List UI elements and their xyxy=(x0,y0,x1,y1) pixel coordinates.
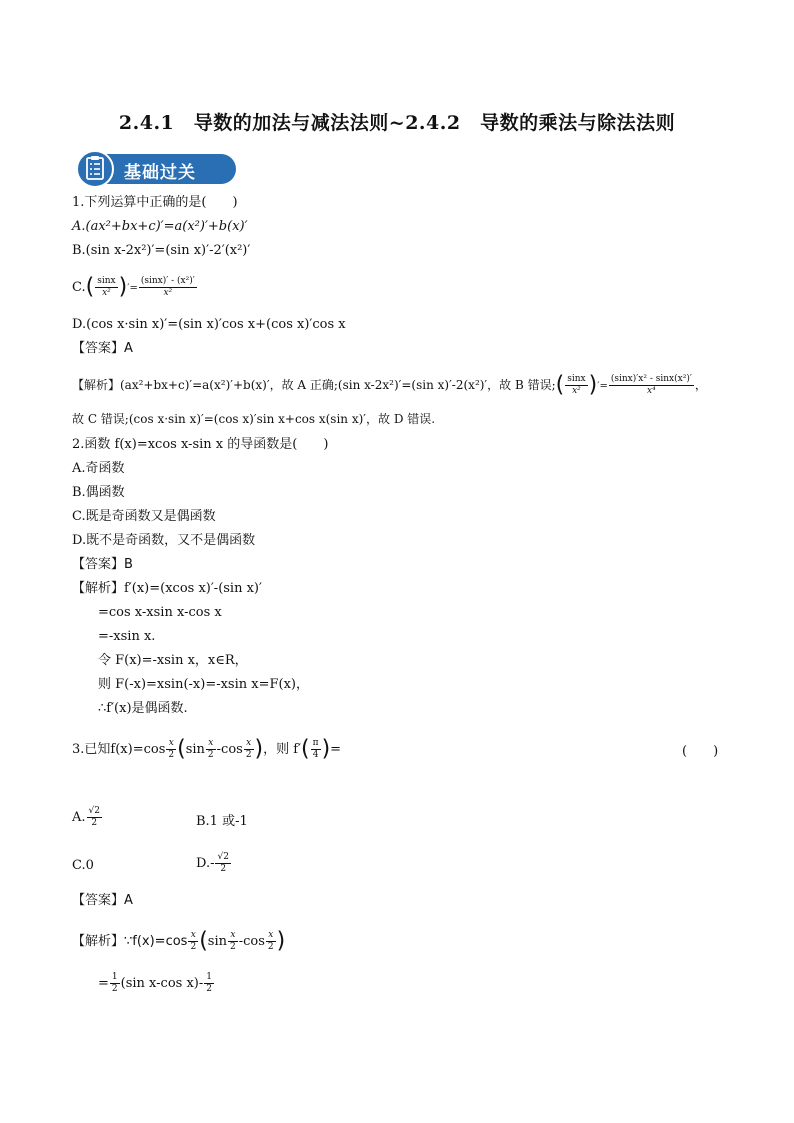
frac-num: sinx xyxy=(97,276,116,286)
q3-answer-bracket: ( ) xyxy=(682,744,719,759)
q2-analysis-5: 则 F(-x)=xsin(-x)=-xsin x=F(x)， xyxy=(98,677,309,692)
q3-an-frac-2 xyxy=(228,930,238,953)
frac-den: 2 xyxy=(245,750,252,760)
q3-stem-5: = xyxy=(330,742,342,757)
q3-option-a xyxy=(72,806,103,829)
q3-analysis-4: = xyxy=(98,976,109,991)
q1-analysis-2: 故 C 错误;(cos x·sin x)′=(cos x)′sin x+cos x(sin x)′，故 D 错误. xyxy=(72,412,436,426)
q3-option-b: B.1 或-1 xyxy=(196,814,248,829)
section-banner xyxy=(76,150,236,186)
q2-answer: 【答案】B xyxy=(72,557,133,572)
frac-num: x xyxy=(266,930,276,942)
q2-option-c: C.既是奇函数又是偶函数 xyxy=(72,509,216,524)
q1-option-a: A.(ax²+bx+c)′=a(x²)′+b(x)′ xyxy=(72,219,248,234)
q2-analysis-3: =-xsin x. xyxy=(98,629,156,644)
paren-left: ( xyxy=(555,372,565,398)
q3-stem-1: 3.已知f(x)=cos xyxy=(72,742,166,757)
q1-analysis-frac-left xyxy=(565,374,587,397)
q1-option-c xyxy=(72,276,198,299)
frac-num: x xyxy=(188,930,198,942)
frac-num: (sinx)′ - (x²)′ xyxy=(140,276,195,286)
q1-c-left-frac xyxy=(95,276,117,299)
q1-c-mid: ′= xyxy=(127,283,138,294)
section-title: 基础过关 xyxy=(124,163,196,183)
q2-analysis-2: =cos x-xsin x-cos x xyxy=(98,605,222,620)
frac-den: 2 xyxy=(190,942,197,952)
q3-stem-4: ，则 f′ xyxy=(263,742,302,757)
q3-frac-2 xyxy=(206,738,216,761)
q1-analysis-mid: ′= xyxy=(597,381,608,392)
frac-num: π xyxy=(312,738,319,748)
frac-den: 2 xyxy=(220,864,227,874)
paren-right: ) xyxy=(276,928,286,954)
paren-left: ( xyxy=(177,736,186,762)
q2-analysis-1: 【解析】f′(x)=(xcos x)′-(sin x)′ xyxy=(72,581,262,596)
frac-num: 1 xyxy=(111,972,118,982)
q1-c-right-frac xyxy=(139,276,197,299)
q3-option-c: C.0 xyxy=(72,858,94,873)
frac-num: (sinx)′x² - sinx(x²)′ xyxy=(610,374,692,384)
q3-option-d xyxy=(196,852,232,875)
q1-c-prefix: C. xyxy=(72,280,86,295)
q2-analysis-4: 令 F(x)=-xsin x，x∈R， xyxy=(98,653,248,668)
q3-stem-2: sin xyxy=(185,742,205,757)
q1-analysis-1 xyxy=(72,374,707,397)
frac-den: x² xyxy=(572,386,581,396)
q3-frac-3 xyxy=(244,738,254,761)
frac-den: 2 xyxy=(229,942,236,952)
q3-stem-3: -cos xyxy=(216,742,243,757)
paren-left: ( xyxy=(301,736,310,762)
q3-analysis-3: -cos xyxy=(238,934,265,949)
paren-right: ) xyxy=(118,274,128,300)
q1-analysis-comma: ， xyxy=(694,378,707,392)
frac-den: 2 xyxy=(168,750,175,760)
q3-frac-1 xyxy=(166,738,176,761)
q2-option-d: D.既不是奇函数，又不是偶函数 xyxy=(72,533,256,548)
q2-stem: 2.函数 f(x)=xcos x-sin x 的导函数是( ) xyxy=(72,437,329,452)
frac-den: 4 xyxy=(312,750,319,760)
q3-analysis-1 xyxy=(72,930,285,953)
q3-a-frac xyxy=(87,806,102,829)
q1-option-b: B.(sin x-2x²)′=(sin x)′-2′(x²)′ xyxy=(72,243,251,258)
q3-analysis-line-2 xyxy=(98,972,215,995)
q2-option-a: A.奇函数 xyxy=(72,461,125,476)
q1-option-d: D.(cos x·sin x)′=(sin x)′cos x+(cos x)′cos x xyxy=(72,317,346,332)
q3-an-frac-3 xyxy=(266,930,276,953)
paren-left: ( xyxy=(199,928,208,954)
q3-an-frac-5 xyxy=(204,972,214,995)
paren-left: ( xyxy=(85,274,95,300)
q3-analysis-5: (sin x-cos x)- xyxy=(120,976,204,991)
q3-analysis-2: sin xyxy=(207,934,227,949)
frac-num: x xyxy=(244,738,254,750)
q3-an-frac-1 xyxy=(188,930,198,953)
frac-den: 2 xyxy=(91,818,98,828)
frac-den: 2 xyxy=(111,984,118,994)
frac-num: x xyxy=(166,738,176,750)
q1-stem: 1.下列运算中正确的是( ) xyxy=(72,195,238,210)
q2-analysis-6: ∴f′(x)是偶函数. xyxy=(98,701,188,716)
q3-a-prefix: A. xyxy=(72,810,86,825)
q3-frac-4 xyxy=(311,738,321,761)
frac-num: √2 xyxy=(88,806,100,816)
q3-d-prefix: D.- xyxy=(196,856,215,871)
frac-num: sinx xyxy=(567,374,586,384)
paren-right: ) xyxy=(588,372,598,398)
q3-d-frac xyxy=(215,852,230,875)
q1-answer: 【答案】A xyxy=(72,341,133,356)
frac-num: x xyxy=(206,738,216,750)
paren-right: ) xyxy=(254,736,264,762)
page-title: 2.4.1 导数的加法与减法法则~2.4.2 导数的乘法与除法法则 xyxy=(118,112,676,134)
frac-den: 2 xyxy=(206,984,212,994)
q1-analysis-frac-right xyxy=(609,374,694,397)
q3-an-frac-4 xyxy=(110,972,120,995)
frac-den: 2 xyxy=(267,942,274,952)
q2-option-b: B.偶函数 xyxy=(72,485,125,500)
checklist-icon xyxy=(76,150,116,188)
frac-den: x² xyxy=(102,288,111,298)
frac-den: x⁴ xyxy=(647,386,656,396)
frac-den: x² xyxy=(163,288,173,298)
frac-den: 2 xyxy=(207,750,214,760)
frac-num: x xyxy=(228,930,238,942)
q3-analysis-1-text: 【解析】∵f(x)=cos xyxy=(72,934,188,949)
paren-right: ) xyxy=(321,736,331,762)
frac-num: 1 xyxy=(206,972,212,982)
frac-num: √2 xyxy=(217,852,229,862)
q3-answer: 【答案】A xyxy=(72,893,133,908)
q1-analysis-text: 【解析】(ax²+bx+c)′=a(x²)′+b(x)′，故 A 正确;(sin x-2x²)′=(sin x)′-2(x²)′，故 B 错误; xyxy=(72,378,556,392)
q3-stem xyxy=(72,738,341,761)
